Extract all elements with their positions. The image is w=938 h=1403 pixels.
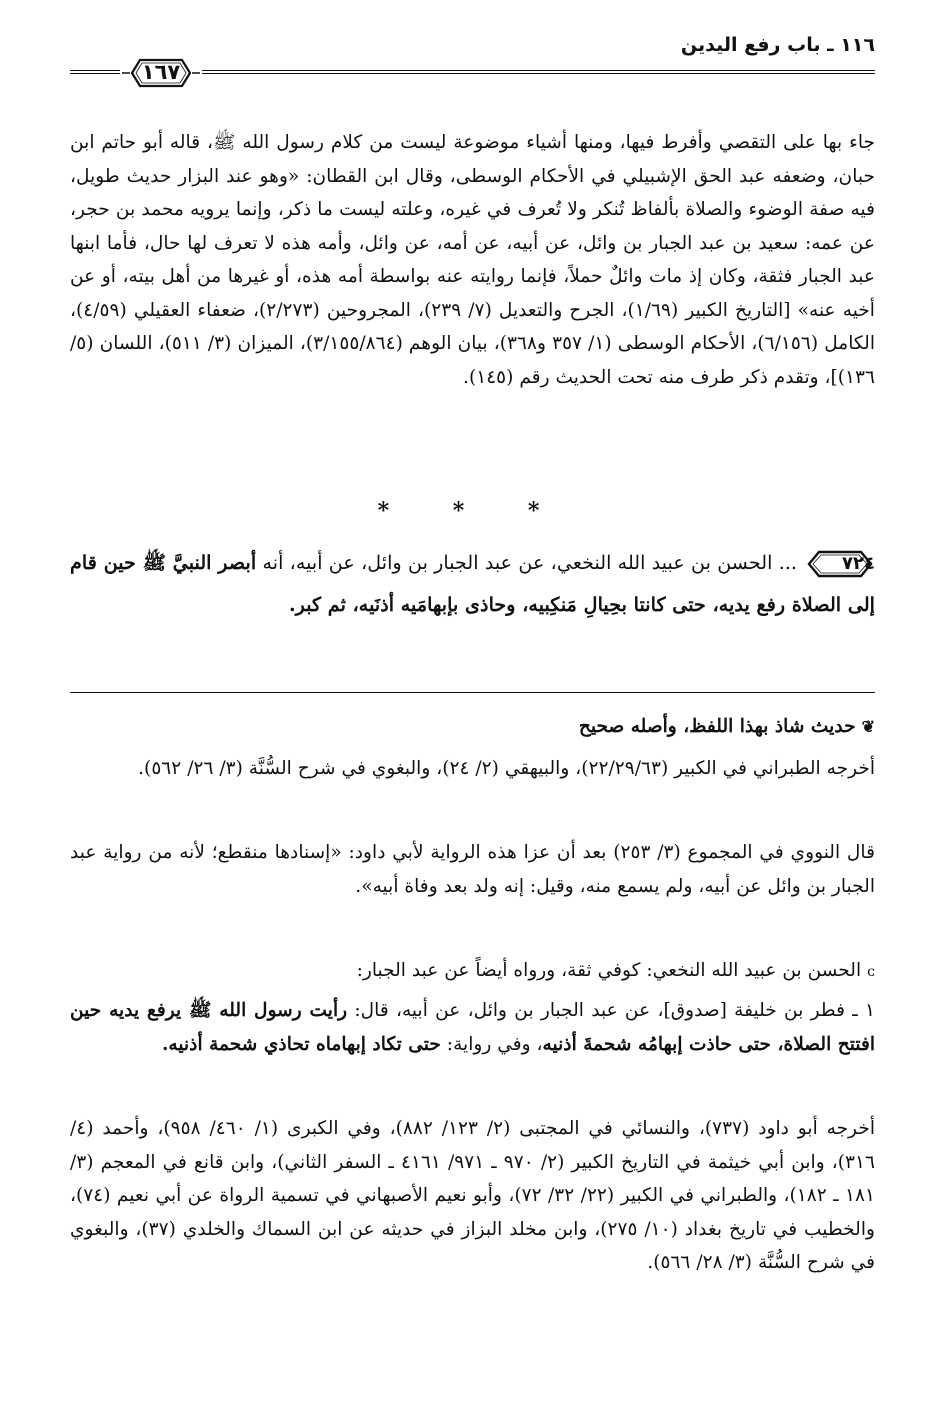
narrator-paragraph [70, 954, 875, 990]
page-number-badge [120, 56, 202, 90]
hadith-entry [70, 542, 875, 626]
page-number: ١٦٧ [141, 60, 181, 84]
grade-marker-icon: ❦ [861, 717, 875, 736]
hadith-number-badge [805, 549, 875, 579]
takhrij-paragraph: أخرجه الطبراني في الكبير (٢٢/٢٩/٦٣)، والبيهقي (٢/ ٢٤)، والبغوي في شرح السُّنَّة (٣/ ٢٦/ ٥٦٢). [138, 758, 875, 779]
commentary-paragraph: جاء بها على التقصي وأفرط فيها، ومنها أشياء موضوعة ليست من كلام رسول الله ﷺ، قاله أبو حاتم ابن حبان، وضعفه عبد الحق الإشبيلي في الأحكام الوسطى، وقال ابن القطان: «وهو عند البزار حديث طويل، فيه صفة الوضوء والصلاة بألفاظ تُنكر ولا تُعرف في غيره، وعلته ليست ما ذكر، وإنما يرويه محمد بن حجر، عن عمه: سعيد بن عبد الجبار بن وائل، عن أبيه، عن أمه، عن وائل، وأمه هذه لا تعرف لها حال، فأما ابنها عبد الجبار فثقة، وكان إذ مات وائلٌ حملاً، فإنما روايته عنه بواسطة أمه هذه، أو غيرها من أهل بيته، أو عن أخيه عنه» [التاريخ الكبير (١/٦٩)، الجرح والتعديل (٧/ ٢٣٩)، المجروحين (٢/٢٧٣)، ضعفاء العقيلي (٤/٥٩)، الكامل (٦/١٥٦)، الأحكام الوسطى (١/ ٣٥٧ و٣٦٨)، بيان الوهم (٣/١٥٥/٨٦٤)، الميزان (٣/ ٥١١)، اللسان (٥/ ١٣٦)]، وتقدم ذكر طرف منه تحت الحديث رقم (١٤٥). [70, 132, 876, 388]
running-title: ١١٦ ـ باب رفع اليدين [680, 34, 875, 56]
book-page [70, 30, 875, 1390]
variant-paragraph [70, 994, 875, 1061]
bullet-marker-icon: ᴄ [867, 964, 875, 980]
hadith-text: أبصر النبيَّ ﷺ حين قام إلى الصلاة رفع يديه، حتى كانتا بحِيالِ مَنكِبيه، وحاذى بإبهامَيه أذنَيه، ثم كبر. [70, 551, 875, 616]
hadith-chain: ... الحسن بن عبيد الله النخعي، عن عبد الجبار بن وائل، عن أبيه، أنه [256, 551, 798, 574]
hadith-grade [579, 710, 875, 743]
variant-connector: ، وفي رواية: [440, 1033, 543, 1055]
variant-text-2: حتى تكاد إبهاماه تحاذي شحمة أذنيه. [161, 1033, 441, 1055]
variant-text-1: رأيت رسول الله ﷺ يرفع يديه حين افتتح الصلاة، حتى حاذت إبهامُه شحمةَ أذنيه [70, 1000, 875, 1055]
page-header [70, 30, 875, 84]
footnote-divider [70, 692, 875, 693]
grade-text: حديث شاذ بهذا اللفظ، وأصله صحيح [578, 716, 856, 737]
narrator-text: الحسن بن عبيد الله النخعي: كوفي ثقة، ورواه أيضاً عن عبد الجبار: [356, 960, 862, 981]
nawawi-quote-paragraph: قال النووي في المجموع (٣/ ٢٥٣) بعد أن عزا هذه الرواية لأبي داود: «إسنادها منقطع؛ لأنه من رواية عبد الجبار بن وائل عن أبيه، ولم يسمع منه، وقيل: إنه ولد بعد وفاة أبيه». [70, 842, 875, 897]
sources-paragraph: أخرجه أبو داود (٧٣٧)، والنسائي في المجتبى (٢/ ١٢٣/ ٨٨٢)، وفي الكبرى (١/ ٤٦٠/ ٩٥٨)، وأحمد (٤/ ٣١٦)، وابن أبي خيثمة في التاريخ الكبير (٢/ ٩٧٠ ـ ٩٧١/ ٤١٦١ ـ السفر الثاني)، وابن قانع في المعجم (٣/ ١٨١ ـ ١٨٢)، والطبراني في الكبير (٢٢/ ٣٢/ ٧٢)، وأبو نعيم الأصبهاني في تسمية الرواة عن أبي نعيم (٧٤)، والخطيب في تاريخ بغداد (١٠/ ٢٧٥)، وابن مخلد البزاز في حديثه عن ابن السماك والخلدي (٣٧)، والبغوي في شرح السُّنَّة (٣/ ٢٨/ ٥٦٦). [70, 1118, 875, 1273]
hadith-number: ٧٢٤ [842, 553, 876, 574]
variant-chain: ١ ـ فطر بن خليفة [صدوق]، عن عبد الجبار بن وائل، عن أبيه، قال: [347, 1000, 875, 1021]
section-separator: * * * [377, 498, 568, 524]
